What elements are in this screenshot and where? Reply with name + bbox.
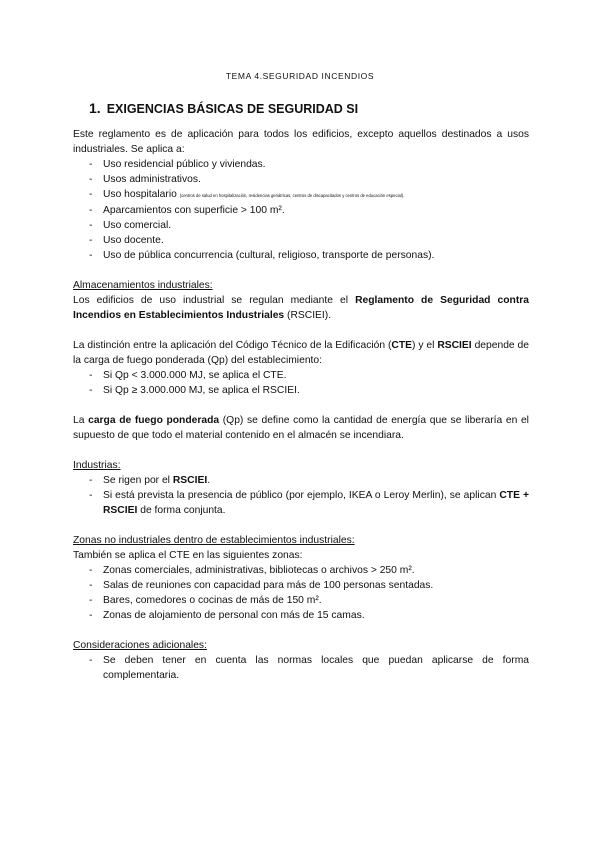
zonas-heading: Zonas no industriales dentro de establecimientos industriales: xyxy=(73,535,355,546)
text-span: Los edificios de uso industrial se regulan mediante el xyxy=(73,295,349,306)
list-item: - Si Qp < 3.000.000 MJ, se aplica el CTE. xyxy=(73,368,529,383)
list-item: - Salas de reuniones con capacidad para más de 100 personas sentadas. xyxy=(73,578,529,593)
list-item-text: Uso hospitalario xyxy=(103,189,177,200)
hospital-note: (centros de salud en hospitalización, residencias geriátricas, centros de discapacitados y centros de educación especial). xyxy=(179,193,405,198)
text-span: Se rigen por el xyxy=(103,475,170,486)
almacenamientos-heading: Almacenamientos industriales: xyxy=(73,280,213,291)
consideraciones-heading: Consideraciones adicionales: xyxy=(73,640,207,651)
text-span: . xyxy=(207,475,211,486)
text-span: La distinción entre la aplicación del Código Técnico de la Edificación ( xyxy=(73,340,392,351)
list-item: - Se deben tener en cuenta las normas locales que puedan aplicarse de forma complementaria. xyxy=(73,653,529,683)
almacenamientos-paragraph xyxy=(73,293,529,323)
zonas-list xyxy=(73,563,529,623)
document-body xyxy=(73,127,529,683)
list-item: - Si Qp ≥ 3.000.000 MJ, se aplica el RSCIEI. xyxy=(73,383,529,398)
distincion-list xyxy=(73,368,529,398)
carga-term: carga de fuego ponderada xyxy=(88,415,220,426)
text-span: Si está prevista la presencia de público (por ejemplo, IKEA o Leroy Merlin), se aplican xyxy=(103,490,497,501)
text-span: (Qp) se define como la cantidad de energía que se liberaría en el supuesto de que todo el material contenido en el almacén se incendiara. xyxy=(73,415,529,441)
page-header: TEMA 4.SEGURIDAD INCENDIOS xyxy=(225,71,375,81)
zonas-intro: También se aplica el CTE en las siguientes zonas: xyxy=(73,550,303,561)
rsciei-term: RSCIEI xyxy=(172,475,208,486)
list-item: - Uso de pública concurrencia (cultural, religioso, transporte de personas). xyxy=(73,248,529,263)
list-item xyxy=(73,488,529,518)
list-item xyxy=(73,187,529,203)
section-number: 1. xyxy=(89,100,101,116)
carga-paragraph xyxy=(73,413,529,443)
list-item: - Aparcamientos con superficie > 100 m². xyxy=(73,203,529,218)
text-span: (RSCIEI). xyxy=(287,310,332,321)
list-item xyxy=(73,473,529,488)
section-heading xyxy=(89,100,358,116)
cte-rsciei-term: CTE + RSCIEI xyxy=(103,490,529,516)
list-item: - Bares, comedores o cocinas de más de 150 m². xyxy=(73,593,529,608)
rsciei-term: RSCIEI xyxy=(437,340,472,351)
industrias-heading: Industrias: xyxy=(73,460,121,471)
uses-list xyxy=(73,157,529,263)
list-item: - Usos administrativos. xyxy=(73,172,529,187)
list-item: - Zonas comerciales, administrativas, bibliotecas o archivos > 250 m². xyxy=(73,563,529,578)
text-span: ) y el xyxy=(412,340,435,351)
cte-term: CTE xyxy=(391,340,413,351)
text-span: La xyxy=(73,415,85,426)
text-span: depende de la carga de fuego ponderada (Qp) del establecimiento: xyxy=(73,340,529,366)
intro-paragraph: Este reglamento es de aplicación para todos los edificios, excepto aquellos destinados a usos industriales. Se aplica a: xyxy=(73,129,529,155)
section-title: EXIGENCIAS BÁSICAS DE SEGURIDAD SI xyxy=(106,102,359,116)
regulation-name: Reglamento de Seguridad contra Incendios en Establecimientos Industriales xyxy=(73,295,529,321)
text-span: de forma conjunta. xyxy=(140,505,226,516)
list-item: - Zonas de alojamiento de personal con más de 15 camas. xyxy=(73,608,529,623)
consideraciones-list xyxy=(73,653,529,683)
industrias-list xyxy=(73,473,529,518)
distincion-paragraph xyxy=(73,338,529,368)
list-item: - Uso docente. xyxy=(73,233,529,248)
list-item: - Uso residencial público y viviendas. xyxy=(73,157,529,172)
list-item: - Uso comercial. xyxy=(73,218,529,233)
